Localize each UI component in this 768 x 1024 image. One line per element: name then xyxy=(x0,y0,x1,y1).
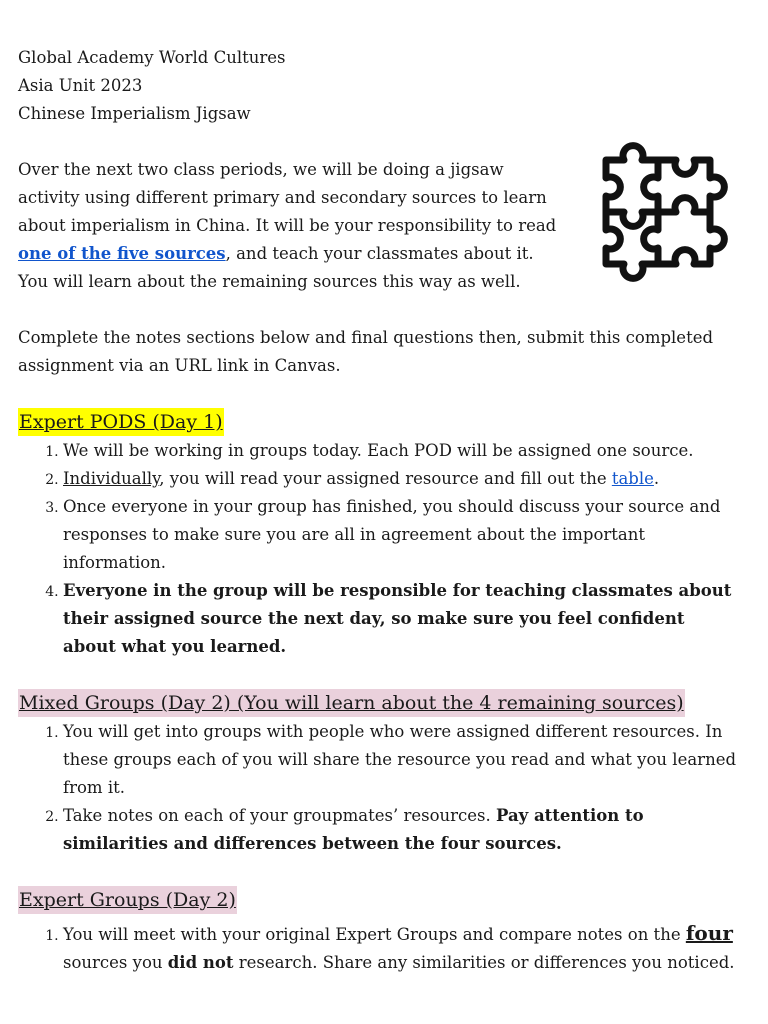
mixed-groups-list xyxy=(18,718,738,858)
intro-text-part1: Over the next two class periods, we will be doing a jigsaw activity using different primary and secondary sources to learn about imperialism in China. It will be your responsibility to read xyxy=(18,160,557,235)
list-item-text: Once everyone in your group has finished, you should discuss your source and responses to make sure you are all in agreement about the important information. xyxy=(63,497,721,572)
sources-link[interactable]: one of the five sources xyxy=(18,244,226,263)
submit-instructions: Complete the notes sections below and final questions then, submit this completed assignment via an URL link in Canvas. xyxy=(18,328,714,375)
list-item-text: Everyone in the group will be responsible for teaching classmates about their assigned source the next day, so make sure you feel confident about what you learned. xyxy=(63,581,732,656)
expert-pods-heading: Expert PODS (Day 1) xyxy=(18,408,224,436)
list-item-text: You will get into groups with people who were assigned different resources. In these groups each of you will share the resource you read and what you learned from it. xyxy=(63,722,737,797)
list-item xyxy=(63,718,738,802)
list-item xyxy=(63,437,738,465)
expert-groups-section xyxy=(18,858,738,977)
expert-pods-section xyxy=(18,380,738,661)
list-item-text: sources you xyxy=(63,953,168,972)
activity-title: Chinese Imperialism Jigsaw xyxy=(18,104,251,123)
list-item-text: , you will read your assigned resource and fill out the xyxy=(159,469,612,488)
list-item-text: research. Share any similarities or differences you noticed. xyxy=(233,953,735,972)
list-item xyxy=(63,577,738,661)
expert-groups-heading: Expert Groups (Day 2) xyxy=(18,886,237,914)
expert-groups-list xyxy=(18,919,738,977)
mixed-groups-section xyxy=(18,661,738,858)
table-link[interactable]: table xyxy=(611,469,654,488)
list-item xyxy=(63,465,738,493)
list-item-text: . xyxy=(653,469,660,488)
list-item-text: We will be working in groups today. Each POD will be assigned one source. xyxy=(63,441,694,460)
intro-paragraph xyxy=(18,156,563,296)
intro-text-part2: , and teach your classmates about it. You will learn about the remaining sources this way as well. xyxy=(18,244,534,291)
four-emphasis: four xyxy=(685,921,733,945)
expert-pods-list xyxy=(18,437,738,661)
list-item xyxy=(63,802,738,858)
list-item-bold-text: Pay attention to similarities and differences between the four sources. xyxy=(63,806,644,853)
list-item xyxy=(63,919,738,977)
list-item-text: Take notes on each of your groupmates’ resources. xyxy=(63,806,496,825)
mixed-groups-heading: Mixed Groups (Day 2) (You will learn about the 4 remaining sources) xyxy=(18,689,685,717)
list-item xyxy=(63,493,738,577)
unit-name: Asia Unit 2023 xyxy=(18,76,143,95)
individually-text: Individually xyxy=(63,469,160,488)
school-name: Global Academy World Cultures xyxy=(18,48,286,67)
list-item-text: You will meet with your original Expert Groups and compare notes on the xyxy=(63,925,686,944)
puzzle-pieces-icon xyxy=(584,138,740,294)
did-not-emphasis: did not xyxy=(167,953,234,972)
